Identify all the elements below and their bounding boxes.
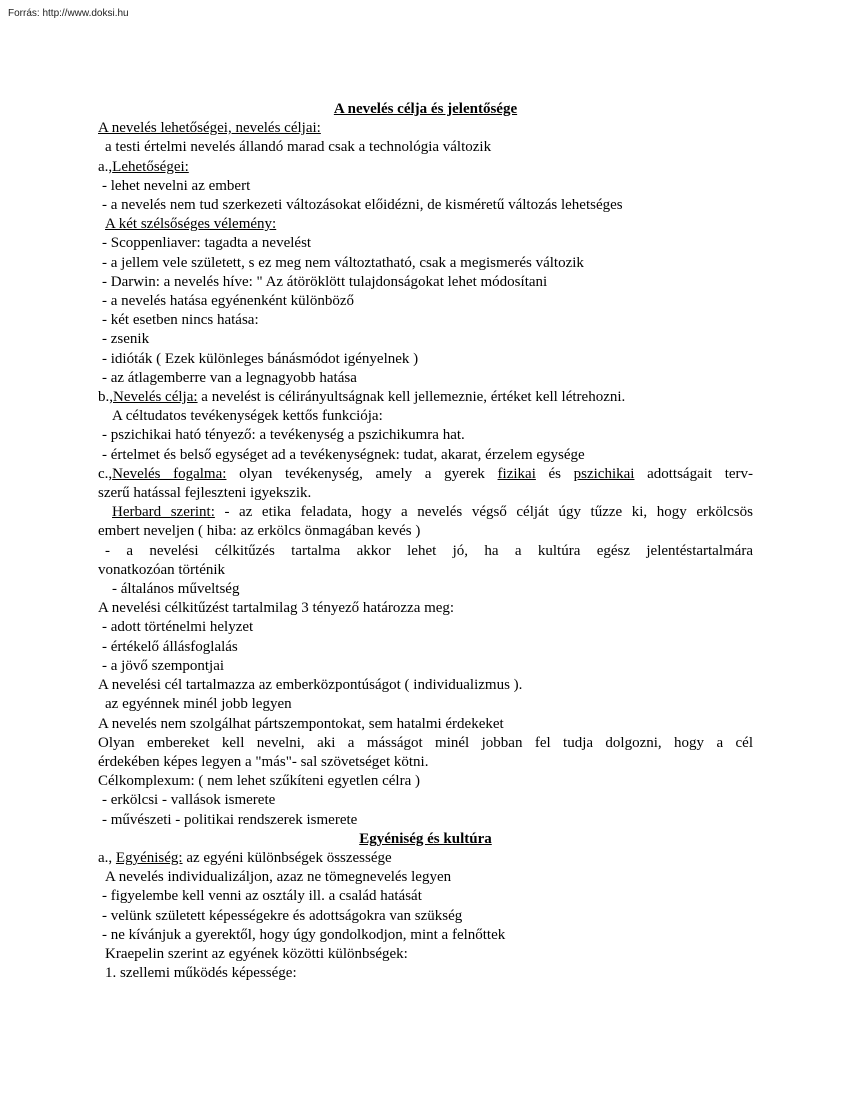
list-item: - két esetben nincs hatása: bbox=[102, 312, 259, 329]
list-item: - zsenik bbox=[102, 331, 150, 348]
list-item: - ne kívánjuk a gyerektől, hogy úgy gondolkodjon, mint a felnőttek bbox=[102, 926, 506, 943]
list-item: - általános műveltség bbox=[112, 581, 240, 598]
subheading: Nevelés fogalma: bbox=[112, 465, 227, 482]
section-title-2: Egyéniség és kultúra bbox=[359, 830, 492, 847]
text-line: szerű hatással fejleszteni igyekszik. bbox=[98, 485, 312, 502]
text-line: - a nevelési célkitűzés tartalma akkor lehet jó, ha a kultúra egész jelentéstartalmára bbox=[105, 542, 753, 559]
list-item: - velünk született képességekre és adottságokra van szükség bbox=[102, 907, 463, 924]
list-item: - figyelembe kell venni az osztály ill. a család hatását bbox=[102, 888, 422, 905]
text-line: embert neveljen ( hiba: az erkölcs önmagában kevés ) bbox=[98, 523, 421, 540]
list-item: - Darwin: a nevelés híve: " Az átöröklött tulajdonságokat lehet módosítani bbox=[102, 273, 548, 290]
subheading: A nevelés lehetőségei, nevelés céljai: bbox=[98, 120, 321, 137]
text-line: A nevelés nem szolgálhat pártszempontokat, sem hatalmi érdekeket bbox=[98, 715, 504, 732]
text-line: a., Egyéniség: az egyéni különbségek összessége bbox=[98, 849, 392, 866]
text-line: vonatkozóan történik bbox=[98, 561, 226, 578]
list-item: - adott történelmi helyzet bbox=[102, 619, 254, 636]
text-line: Kraepelin szerint az egyének közötti különbségek: bbox=[105, 945, 408, 962]
text-line: Célkomplexum: ( nem lehet szűkíteni egyetlen célra ) bbox=[98, 773, 420, 790]
list-item: - lehet nevelni az embert bbox=[102, 177, 251, 194]
subheading: A két szélsőséges vélemény: bbox=[105, 216, 277, 233]
list-item: - a jövő szempontjai bbox=[102, 657, 225, 674]
text-line: A nevelési célkitűzést tartalmilag 3 tényező határozza meg: bbox=[98, 600, 455, 617]
list-item: - pszichikai ható tényező: a tevékenység a pszichikumra hat. bbox=[102, 427, 465, 444]
list-item: - a nevelés nem tud szerkezeti változásokat előidézni, de kisméretű változás lehetséges bbox=[102, 197, 623, 214]
subheading: Egyéniség: bbox=[115, 849, 183, 866]
list-item: - az átlagemberre van a legnagyobb hatása bbox=[102, 369, 357, 386]
section-title-1: A nevelés célja és jelentősége bbox=[333, 101, 518, 117]
list-item: - Scoppenliaver: tagadta a nevelést bbox=[102, 235, 312, 252]
subheading: Nevelés célja: bbox=[113, 389, 198, 406]
source-header: Forrás: http://www.doksi.hu bbox=[8, 8, 129, 19]
list-item: - idióták ( Ezek különleges bánásmódot igényelnek ) bbox=[102, 350, 419, 367]
text-line: a testi értelmi nevelés állandó marad csak a technológia változik bbox=[105, 139, 492, 156]
text-line: Herbard szerint: - az etika feladata, hogy a nevelés végső célját úgy tűzze ki, hogy erkölcsös bbox=[112, 504, 753, 521]
text-line: érdekében képes legyen a "más"- sal szövetséget kötni. bbox=[98, 753, 429, 770]
text-line: a.,Lehetőségei: bbox=[98, 158, 189, 175]
text-line: c.,Nevelés fogalma: olyan tevékenység, amely a gyerek fizikai és pszichikai adottságait terv- bbox=[98, 465, 754, 482]
list-item: - művészeti - politikai rendszerek ismerete bbox=[102, 811, 358, 828]
list-item: - értelmet és belső egységet ad a tevékenységnek: tudat, akarat, érzelem egysége bbox=[102, 446, 585, 463]
subheading: Herbard szerint: bbox=[112, 504, 215, 521]
list-item: - értékelő állásfoglalás bbox=[102, 638, 238, 655]
text-line: A nevelési cél tartalmazza az emberközpontúságot ( individualizmus ). bbox=[98, 677, 523, 694]
text-line: b.,Nevelés célja: a nevelést is célirányultságnak kell jellemeznie, értéket kell létrehozni. bbox=[98, 389, 626, 406]
list-item: - a nevelés hatása egyénenként különböző bbox=[102, 293, 354, 310]
list-item: - a jellem vele született, s ez meg nem változtatható, csak a megismerés változik bbox=[102, 254, 584, 271]
text-line: A céltudatos tevékenységek kettős funkciója: bbox=[112, 408, 383, 425]
text-line: A nevelés individualizáljon, azaz ne tömegnevelés legyen bbox=[105, 869, 452, 886]
document-body bbox=[98, 100, 753, 983]
text-line: az egyénnek minél jobb legyen bbox=[105, 696, 292, 713]
subheading: Lehetőségei: bbox=[112, 158, 189, 175]
list-item: 1. szellemi működés képessége: bbox=[105, 965, 297, 982]
text-line: Olyan embereket kell nevelni, aki a másságot minél jobban fel tudja dolgozni, hogy a cél bbox=[98, 734, 753, 751]
list-item: - erkölcsi - vallások ismerete bbox=[102, 792, 276, 809]
